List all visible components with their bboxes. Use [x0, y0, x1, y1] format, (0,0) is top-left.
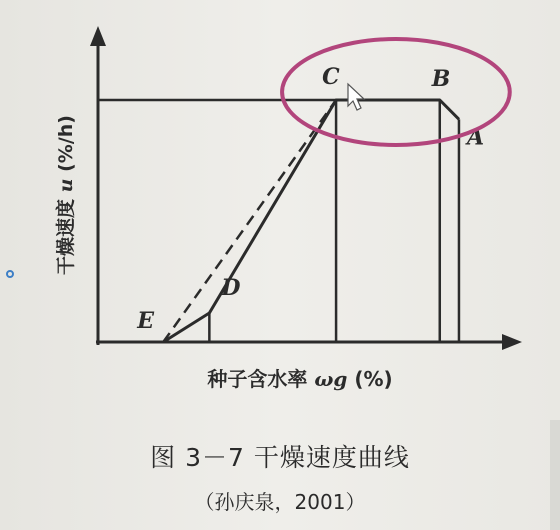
- x-axis-arrow: [502, 334, 522, 350]
- x-axis-label: [206, 367, 392, 391]
- point-label-c: C: [322, 64, 340, 90]
- x-axis-label-unit: (%): [354, 367, 393, 391]
- bullet-marker-icon: [7, 271, 13, 277]
- y-axis-arrow: [90, 26, 106, 46]
- figure-source: （孙庆泉，2001）: [194, 490, 366, 514]
- mouse-cursor-icon: [348, 84, 364, 110]
- point-label-e: E: [137, 308, 155, 334]
- highlight-ellipse: [282, 39, 510, 145]
- y-axis-label-text: 干燥速度: [55, 198, 77, 275]
- point-label-b: B: [431, 66, 451, 92]
- point-label-a: A: [466, 124, 485, 151]
- y-axis-label-symbol: u: [55, 178, 77, 193]
- x-axis-label-text: 种子含水率: [207, 367, 308, 391]
- curve-layer: [98, 39, 510, 342]
- x-axis-label-symbol: ωg: [314, 367, 348, 391]
- series-reference-line: [163, 100, 336, 342]
- point-label-d: D: [221, 274, 241, 301]
- y-axis-label-unit: (%/h): [55, 115, 77, 172]
- figure-caption: 图 3－7 干燥速度曲线: [150, 443, 410, 472]
- y-axis-label: [54, 115, 77, 275]
